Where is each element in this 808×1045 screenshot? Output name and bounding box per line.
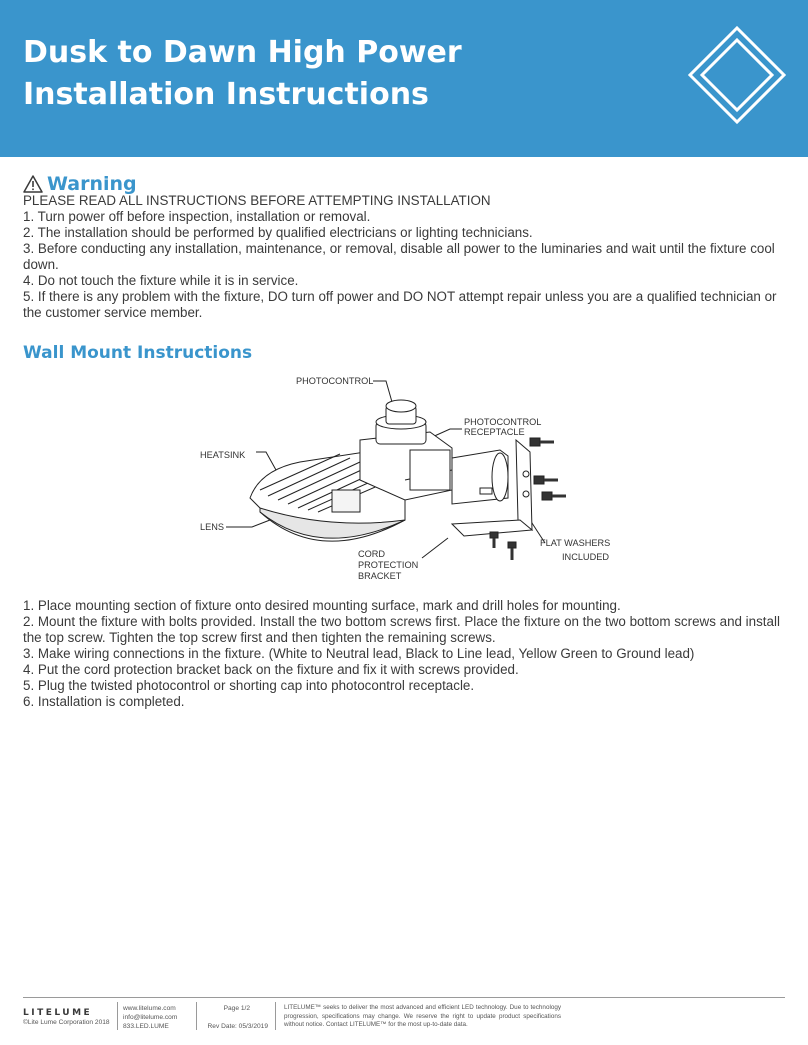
- fixture-diagram: [190, 370, 630, 585]
- warning-line: PLEASE READ ALL INSTRUCTIONS BEFORE ATTEMPTING INSTALLATION: [23, 193, 491, 208]
- install-step: 6. Installation is completed.: [23, 694, 185, 709]
- washers-label-line1: FLAT WASHERS: [540, 538, 611, 548]
- warning-line: 1. Turn power off before inspection, installation or removal.: [23, 209, 371, 224]
- footer-website-link[interactable]: www.litelume.com: [123, 1005, 176, 1012]
- warning-line: 4. Do not touch the fixture while it is in service.: [23, 273, 299, 288]
- footer-page-info: [207, 1004, 268, 1031]
- heatsink-label: HEATSINK: [200, 450, 246, 460]
- install-step: 1. Place mounting section of fixture onto desired mounting surface, mark and drill holes for mounting.: [23, 598, 621, 613]
- footer-phone: 833.LED.LUME: [123, 1023, 169, 1030]
- warning-list: [23, 193, 785, 321]
- footer-page-number: Page 1/2: [223, 1005, 250, 1012]
- wall-mount-heading: Wall Mount Instructions: [23, 343, 253, 363]
- page-title-line-1: Dusk to Dawn High Power: [23, 35, 462, 70]
- footer-email-link[interactable]: info@litelume.com: [123, 1014, 178, 1021]
- install-step: 4. Put the cord protection bracket back on the fixture and fix it with screws provided.: [23, 662, 519, 677]
- footer-copyright: ©Lite Lume Corporation 2018: [23, 1019, 110, 1026]
- lens-label: LENS: [200, 522, 225, 532]
- warning-title: Warning: [47, 173, 137, 195]
- footer-separator: [275, 1002, 276, 1030]
- cord-bracket-label-line1: CORD: [358, 549, 386, 559]
- install-step: 2. Mount the fixture with bolts provided. Install the two bottom screws first. Place the fixture on the two bottom screws and install the top screw. Tighten the top screw first and then tighten the remaining screws.: [23, 614, 780, 645]
- footer-separator: [196, 1002, 197, 1030]
- warning-triangle-icon: [23, 174, 43, 194]
- footer-disclaimer: LITELUME™ seeks to deliver the most advanced and efficient LED technology. Due to technology progression, specifications may change. We reserve the right to update product specifications without notice. Contact LITELUME™ for the most up-to-date data.: [284, 1004, 561, 1029]
- cord-bracket-label-line2: PROTECTION: [358, 560, 419, 570]
- install-step: 5. Plug the twisted photocontrol or shorting cap into photocontrol receptacle.: [23, 678, 475, 693]
- receptacle-label-line1: PHOTOCONTROL: [464, 417, 542, 427]
- warning-line: 3. Before conducting any installation, maintenance, or removal, disable all power to the luminaries and wait until the fixture cool down.: [23, 241, 775, 272]
- footer-contact: [123, 1004, 177, 1031]
- install-steps: [23, 598, 785, 710]
- diamond-logo-icon: [688, 26, 786, 124]
- warning-line: 2. The installation should be performed by qualified electricians or lighting technicians.: [23, 225, 533, 240]
- install-step: 3. Make wiring connections in the fixture. (White to Neutral lead, Black to Line lead, Yellow Green to Ground lead): [23, 646, 695, 661]
- footer-separator: [117, 1002, 118, 1030]
- washers-label-line2: INCLUDED: [562, 552, 609, 562]
- cord-bracket-label-line3: BRACKET: [358, 571, 402, 581]
- footer-brand: LITELUME: [23, 1008, 93, 1018]
- photocontrol-label: PHOTOCONTROL: [296, 376, 374, 386]
- receptacle-label-line2: RECEPTACLE: [464, 427, 525, 437]
- footer-rev-date: Rev Date: 05/3/2019: [207, 1023, 268, 1030]
- warning-line: 5. If there is any problem with the fixture, DO turn off power and DO NOT attempt repair unless you are a qualified technician or the customer service member.: [23, 289, 777, 320]
- footer-divider: [23, 997, 785, 998]
- page-title-line-2: Installation Instructions: [23, 77, 429, 112]
